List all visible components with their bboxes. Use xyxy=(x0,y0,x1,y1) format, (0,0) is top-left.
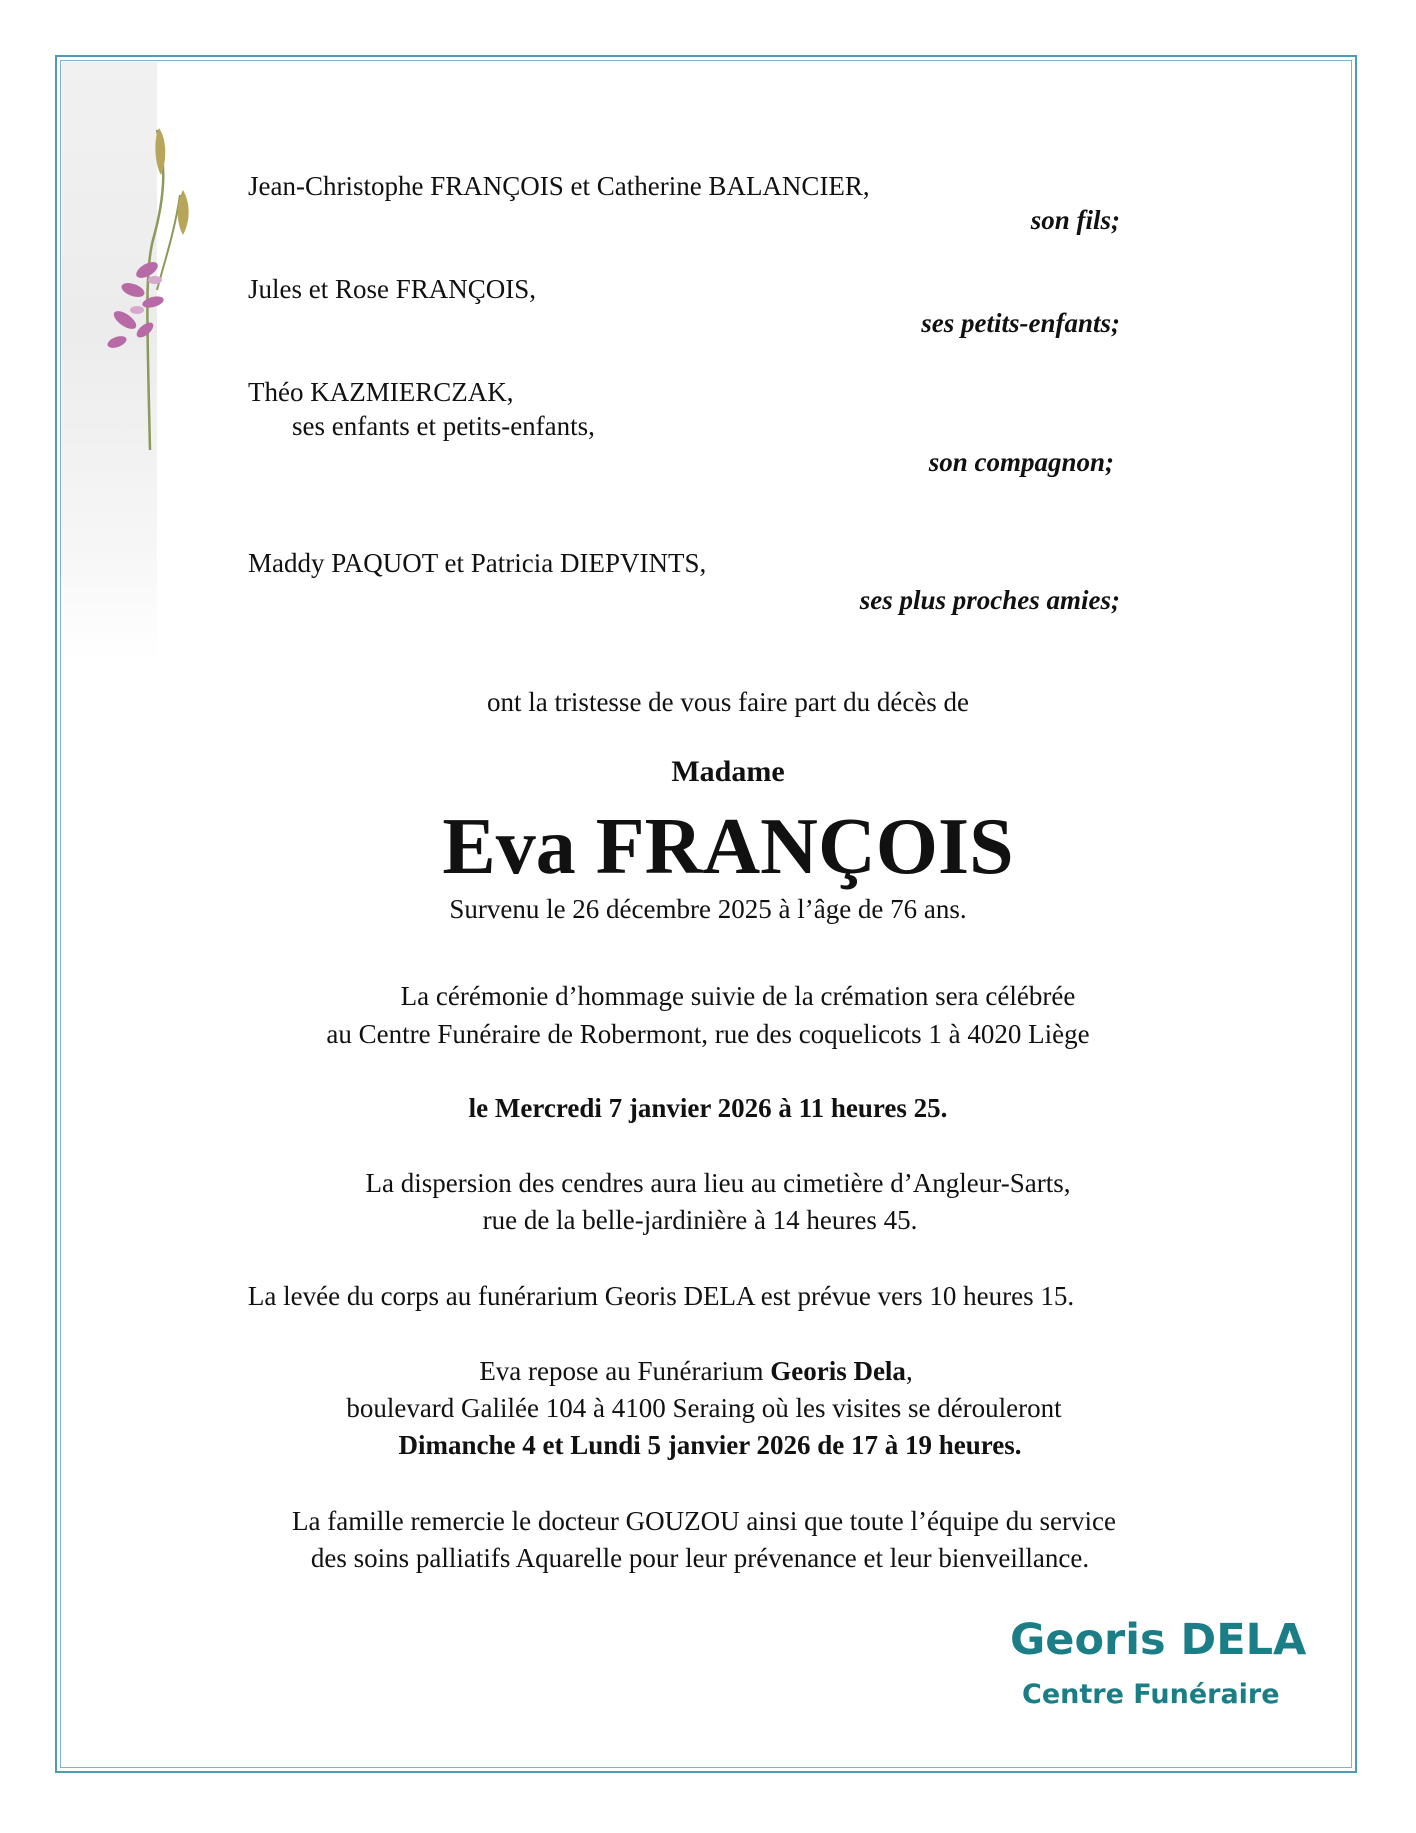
announcement-text: ont la tristesse de vous faire part du décès de xyxy=(486,687,970,717)
dispersion-line-2: rue de la belle-jardinière à 14 heures 45. xyxy=(482,1205,918,1235)
flower-stem-icon xyxy=(95,120,205,460)
deceased-title: Madame xyxy=(671,755,785,788)
thanks-line-1: La famille remercie le docteur GOUZOU ainsi que toute l’équipe du service xyxy=(292,1506,1116,1536)
ceremony-line-1: La cérémonie d’hommage suivie de la crémation sera célébrée xyxy=(400,981,1076,1011)
visitation-prefix: Eva repose au Funérarium xyxy=(479,1356,771,1386)
ceremony-line-2: au Centre Funéraire de Robermont, rue des coquelicots 1 à 4020 Liège xyxy=(326,1019,1090,1049)
funerarium-name: Georis Dela xyxy=(770,1356,906,1386)
family-names-4: Maddy PAQUOT et Patricia DIEPVINTS, xyxy=(248,548,707,578)
family-relation-3: son compagnon; xyxy=(928,447,1114,477)
family-names-2: Jules et Rose FRANÇOIS, xyxy=(248,274,537,304)
deceased-name: Eva FRANÇOIS xyxy=(442,803,1014,891)
family-relation-1: son fils; xyxy=(1030,205,1120,235)
visitation-line-3: Dimanche 4 et Lundi 5 janvier 2026 de 17 à 19 heures. xyxy=(398,1430,1022,1460)
visitation-line-1 xyxy=(0,1353,1404,1389)
georis-dela-logo xyxy=(1010,1615,1306,1710)
family-relation-2: ses petits-enfants; xyxy=(921,308,1120,338)
levee-text: La levée du corps au funérarium Georis DELA est prévue vers 10 heures 15. xyxy=(247,1281,1075,1311)
dispersion-line-1: La dispersion des cendres aura lieu au cimetière d’Angleur-Sarts, xyxy=(365,1168,1071,1198)
family-names-1: Jean-Christophe FRANÇOIS et Catherine BALANCIER, xyxy=(248,171,870,201)
logo-subtitle: Centre Funéraire xyxy=(1022,1679,1280,1710)
visitation-line-2: boulevard Galilée 104 à 4100 Seraing où les visites se dérouleront xyxy=(346,1393,1062,1423)
family-relation-4: ses plus proches amies; xyxy=(859,585,1120,615)
ceremony-date: le Mercredi 7 janvier 2026 à 11 heures 25. xyxy=(468,1093,948,1123)
thanks-line-2: des soins palliatifs Aquarelle pour leur prévenance et leur bienveillance. xyxy=(310,1543,1090,1573)
visitation-suffix: , xyxy=(905,1356,913,1386)
family-subline-3: ses enfants et petits-enfants, xyxy=(292,411,595,441)
deceased-details: Survenu le 26 décembre 2025 à l’âge de 76 ans. xyxy=(449,894,967,924)
family-names-3: Théo KAZMIERCZAK, xyxy=(248,377,514,407)
logo-name: Georis DELA xyxy=(1010,1615,1307,1665)
